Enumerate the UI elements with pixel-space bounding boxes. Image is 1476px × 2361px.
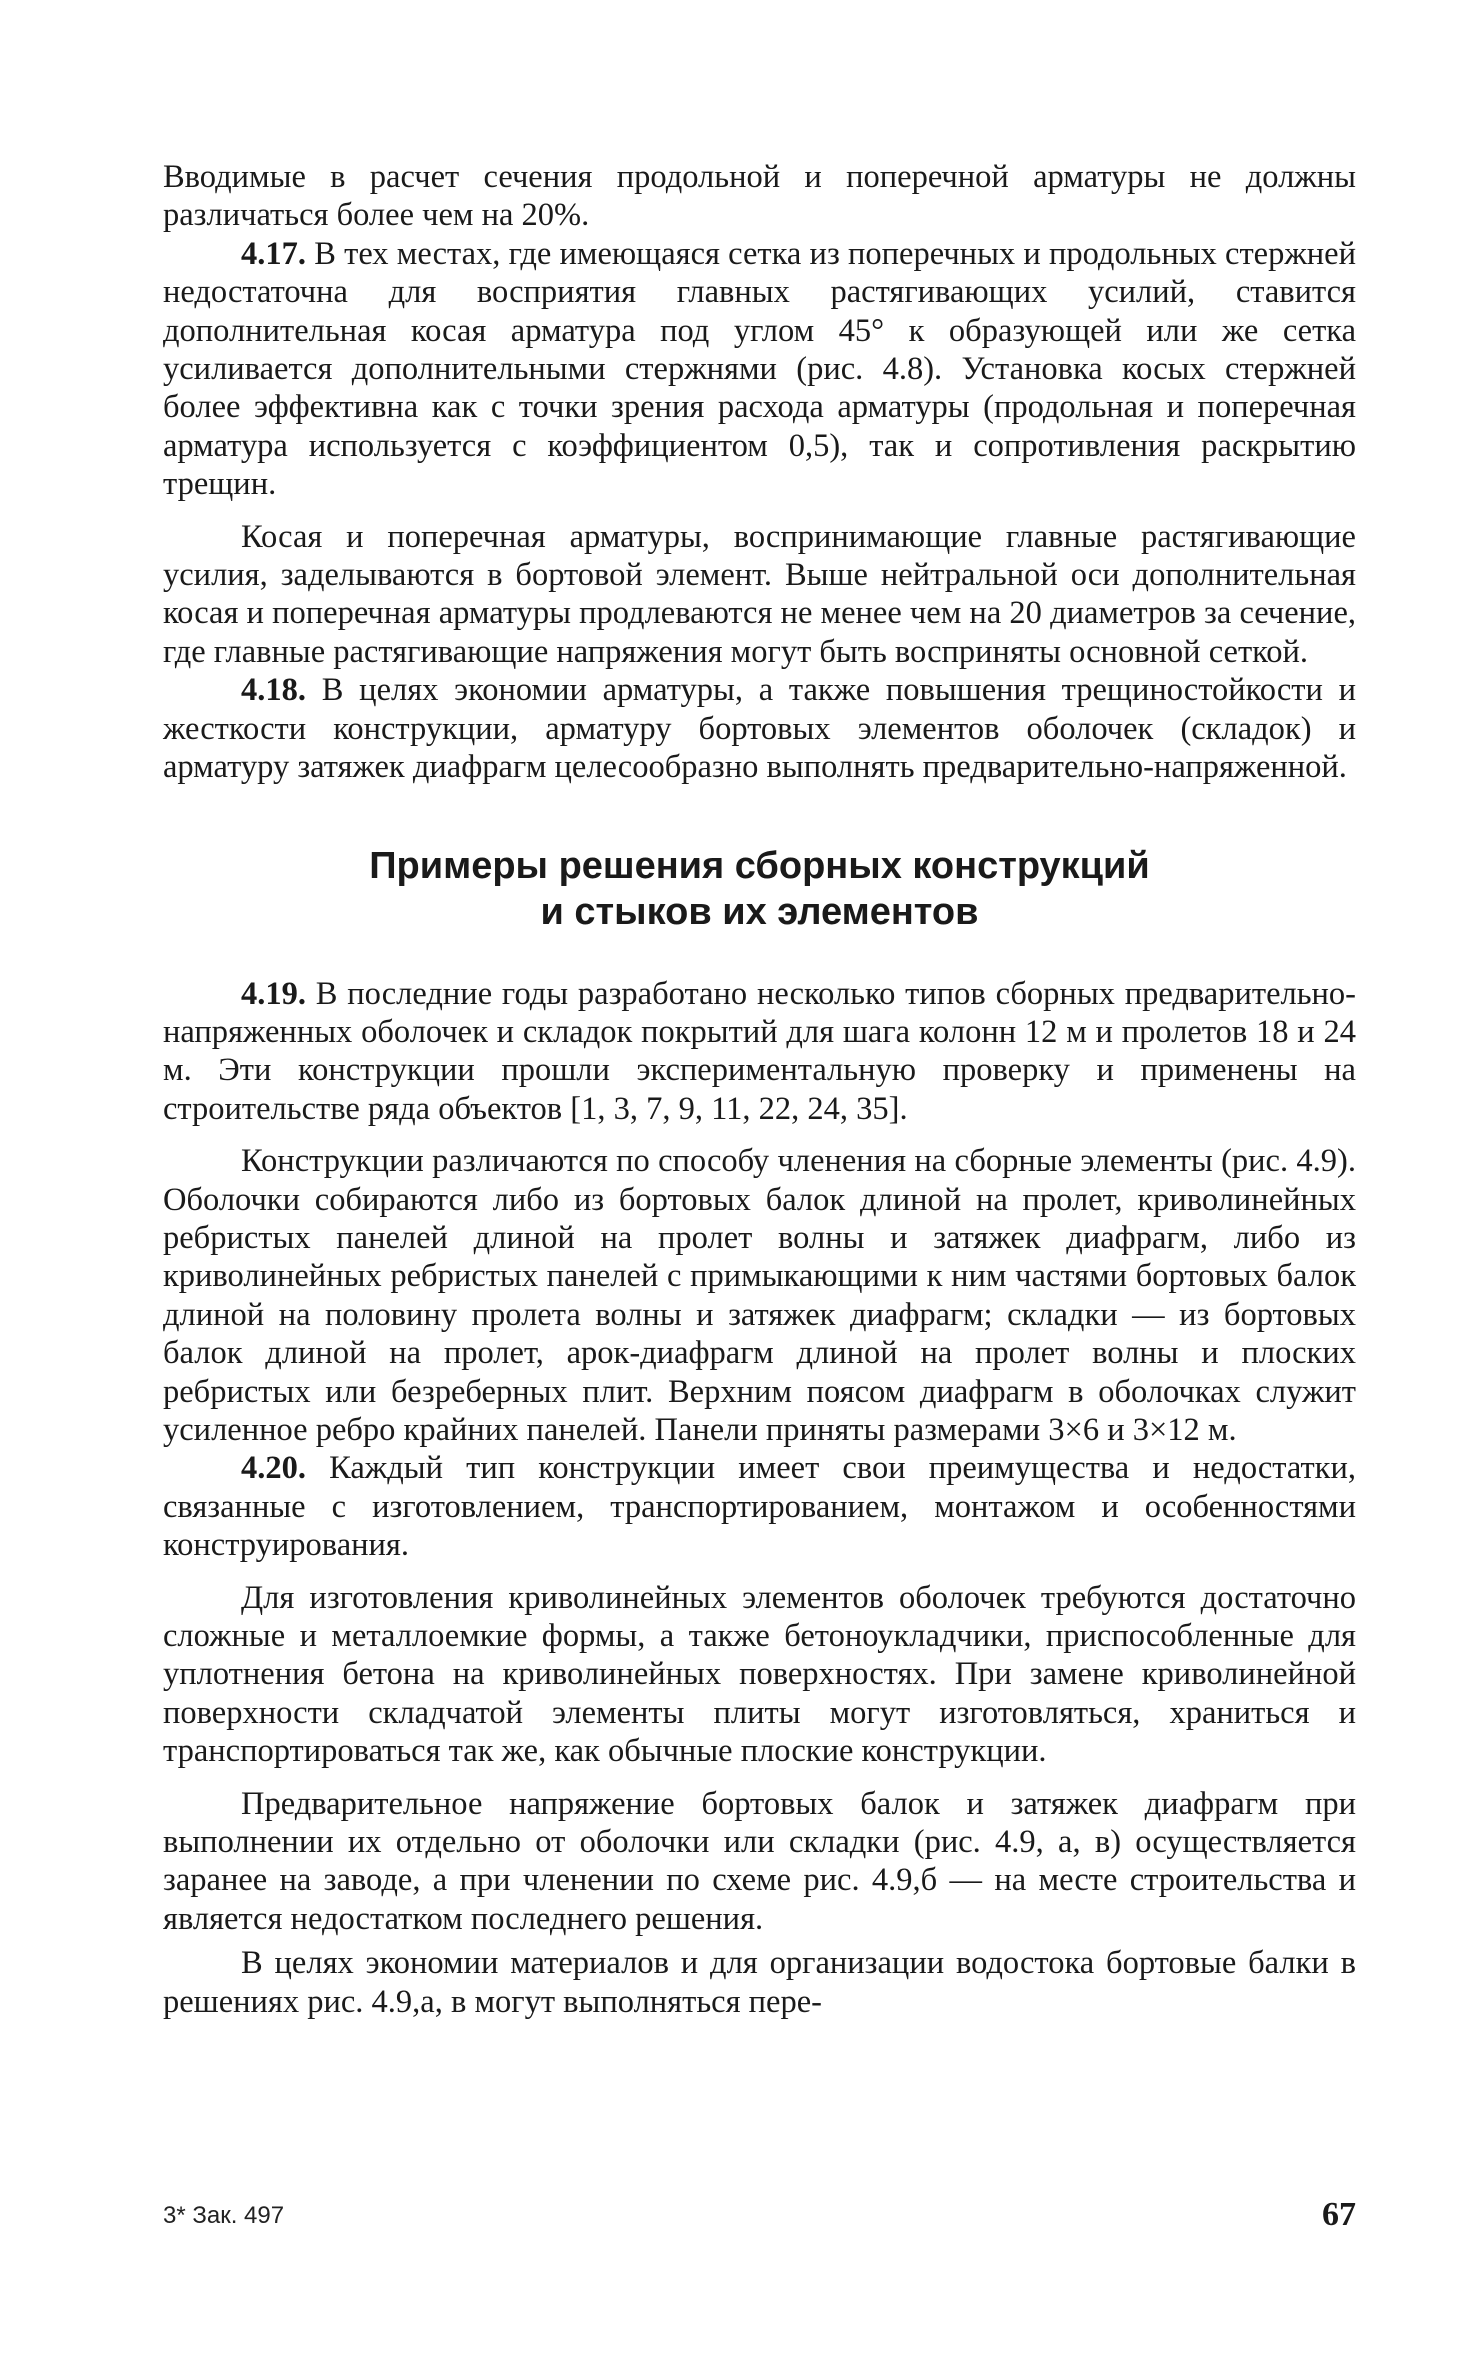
clause-number: 4.20. (241, 1450, 306, 1487)
paragraph-text: В целях экономии материалов и для организации водостока бортовые балки в решениях рис. 4.9,а, в могут выполняться пере- (163, 1945, 1356, 2020)
text-block-top (163, 158, 1356, 787)
paragraph-text: В последние годы разработано несколько типов сборных предварительно-напряженных оболочек и складок покрытий для шага колонн 12 м и пролетов 18 и 24 м. Эти конструкции прошли экспериментальную проверку и применены на строительстве ряда объектов [1, 3, 7, 9, 11, 22, 24, 35]. (163, 975, 1356, 1127)
paragraph-text: Вводимые в расчет сечения продольной и поперечной арматуры не должны различаться более чем на 20%. (163, 159, 1356, 234)
clause-number: 4.17. (241, 235, 306, 272)
paragraph-text: Конструкции различаются по способу членения на сборные элементы (рис. 4.9). Оболочки собираются либо из бортовых балок длиной на пролет, криволинейных ребристых панелей длиной на пролет волны и затяжек диафрагм, либо из криволинейных ребристых панелей с примыкающими к ним частями бортовых балок длиной на половину пролета волны и затяжек диафрагм; складки — из бортовых балок длиной на пролет, арок-диафрагм длиной на пролет волны и плоских ребристых или безреберных плит. Верхним поясом диафрагм в оболочках служит усиленное ребро крайних панелей. Панели приняты размерами 3×6 и 3×12 м. (163, 1143, 1356, 1448)
paragraph (163, 1785, 1356, 1939)
paragraph (163, 235, 1356, 504)
paragraph (163, 1142, 1356, 1449)
paragraph (163, 518, 1356, 672)
page-number: 67 (1322, 2196, 1356, 2233)
page-body (163, 158, 1356, 2021)
paragraph (163, 1944, 1356, 2021)
section-heading (163, 843, 1356, 935)
paragraph-text: Косая и поперечная арматуры, воспринимающие главные растягивающие усилия, заделываются в бортовой элемент. Выше нейтральной оси дополнительная косая и поперечная арматуры продлеваются не менее чем на 20 диаметров за сечение, где главные растягивающие напряжения могут быть восприняты основной сеткой. (163, 518, 1356, 670)
text-block-bottom (163, 975, 1356, 2022)
paragraph (163, 975, 1356, 1129)
paragraph (163, 1449, 1356, 1564)
paragraph-text: В тех местах, где имеющаяся сетка из поперечных и продольных стержней недостаточна для восприятия главных растягивающих усилий, ставится дополнительная косая арматура под углом 45° к образующей или же сетка усиливается дополнительными стержнями (рис. 4.8). Установка косых стержней более эффективна как с точки зрения расхода арматуры (продольная и поперечная арматура используется с коэффициентом 0,5), так и сопротивления раскрытию трещин. (163, 235, 1356, 503)
heading-line-2: и стыков их элементов (540, 890, 979, 933)
clause-number: 4.19. (241, 975, 306, 1012)
paragraph (163, 671, 1356, 786)
paragraph (163, 158, 1356, 235)
paragraph-text: Для изготовления криволинейных элементов оболочек требуются достаточно сложные и металлоемкие формы, а также бетоноукладчики, приспособленные для уплотнения бетона на криволинейных поверхностях. При замене криволинейной поверхности складчатой элементы плиты могут изготовляться, храниться и транспортироваться так же, как обычные плоские конструкции. (163, 1579, 1356, 1770)
clause-number: 4.18. (241, 672, 306, 709)
paragraph (163, 1579, 1356, 1771)
paragraph-text: В целях экономии арматуры, а также повышения трещиностойкости и жесткости конструкции, арматуру бортовых элементов оболочек (складок) и арматуру затяжек диафрагм целесообразно выполнять предварительно-напряженной. (163, 672, 1356, 786)
print-order-note: 3* Зак. 497 (163, 2202, 285, 2229)
paragraph-text: Каждый тип конструкции имеет свои преимущества и недостатки, связанные с изготовлением, транспортированием, монтажом и особенностями конструирования. (163, 1450, 1356, 1564)
paragraph-text: Предварительное напряжение бортовых балок и затяжек диафрагм при выполнении их отдельно от оболочки или складки (рис. 4.9, а, в) осуществляется заранее на заводе, а при членении по схеме рис. 4.9,б — на месте строительства и является недостатком последнего решения. (163, 1785, 1356, 1937)
heading-line-1: Примеры решения сборных конструкций (369, 844, 1150, 887)
